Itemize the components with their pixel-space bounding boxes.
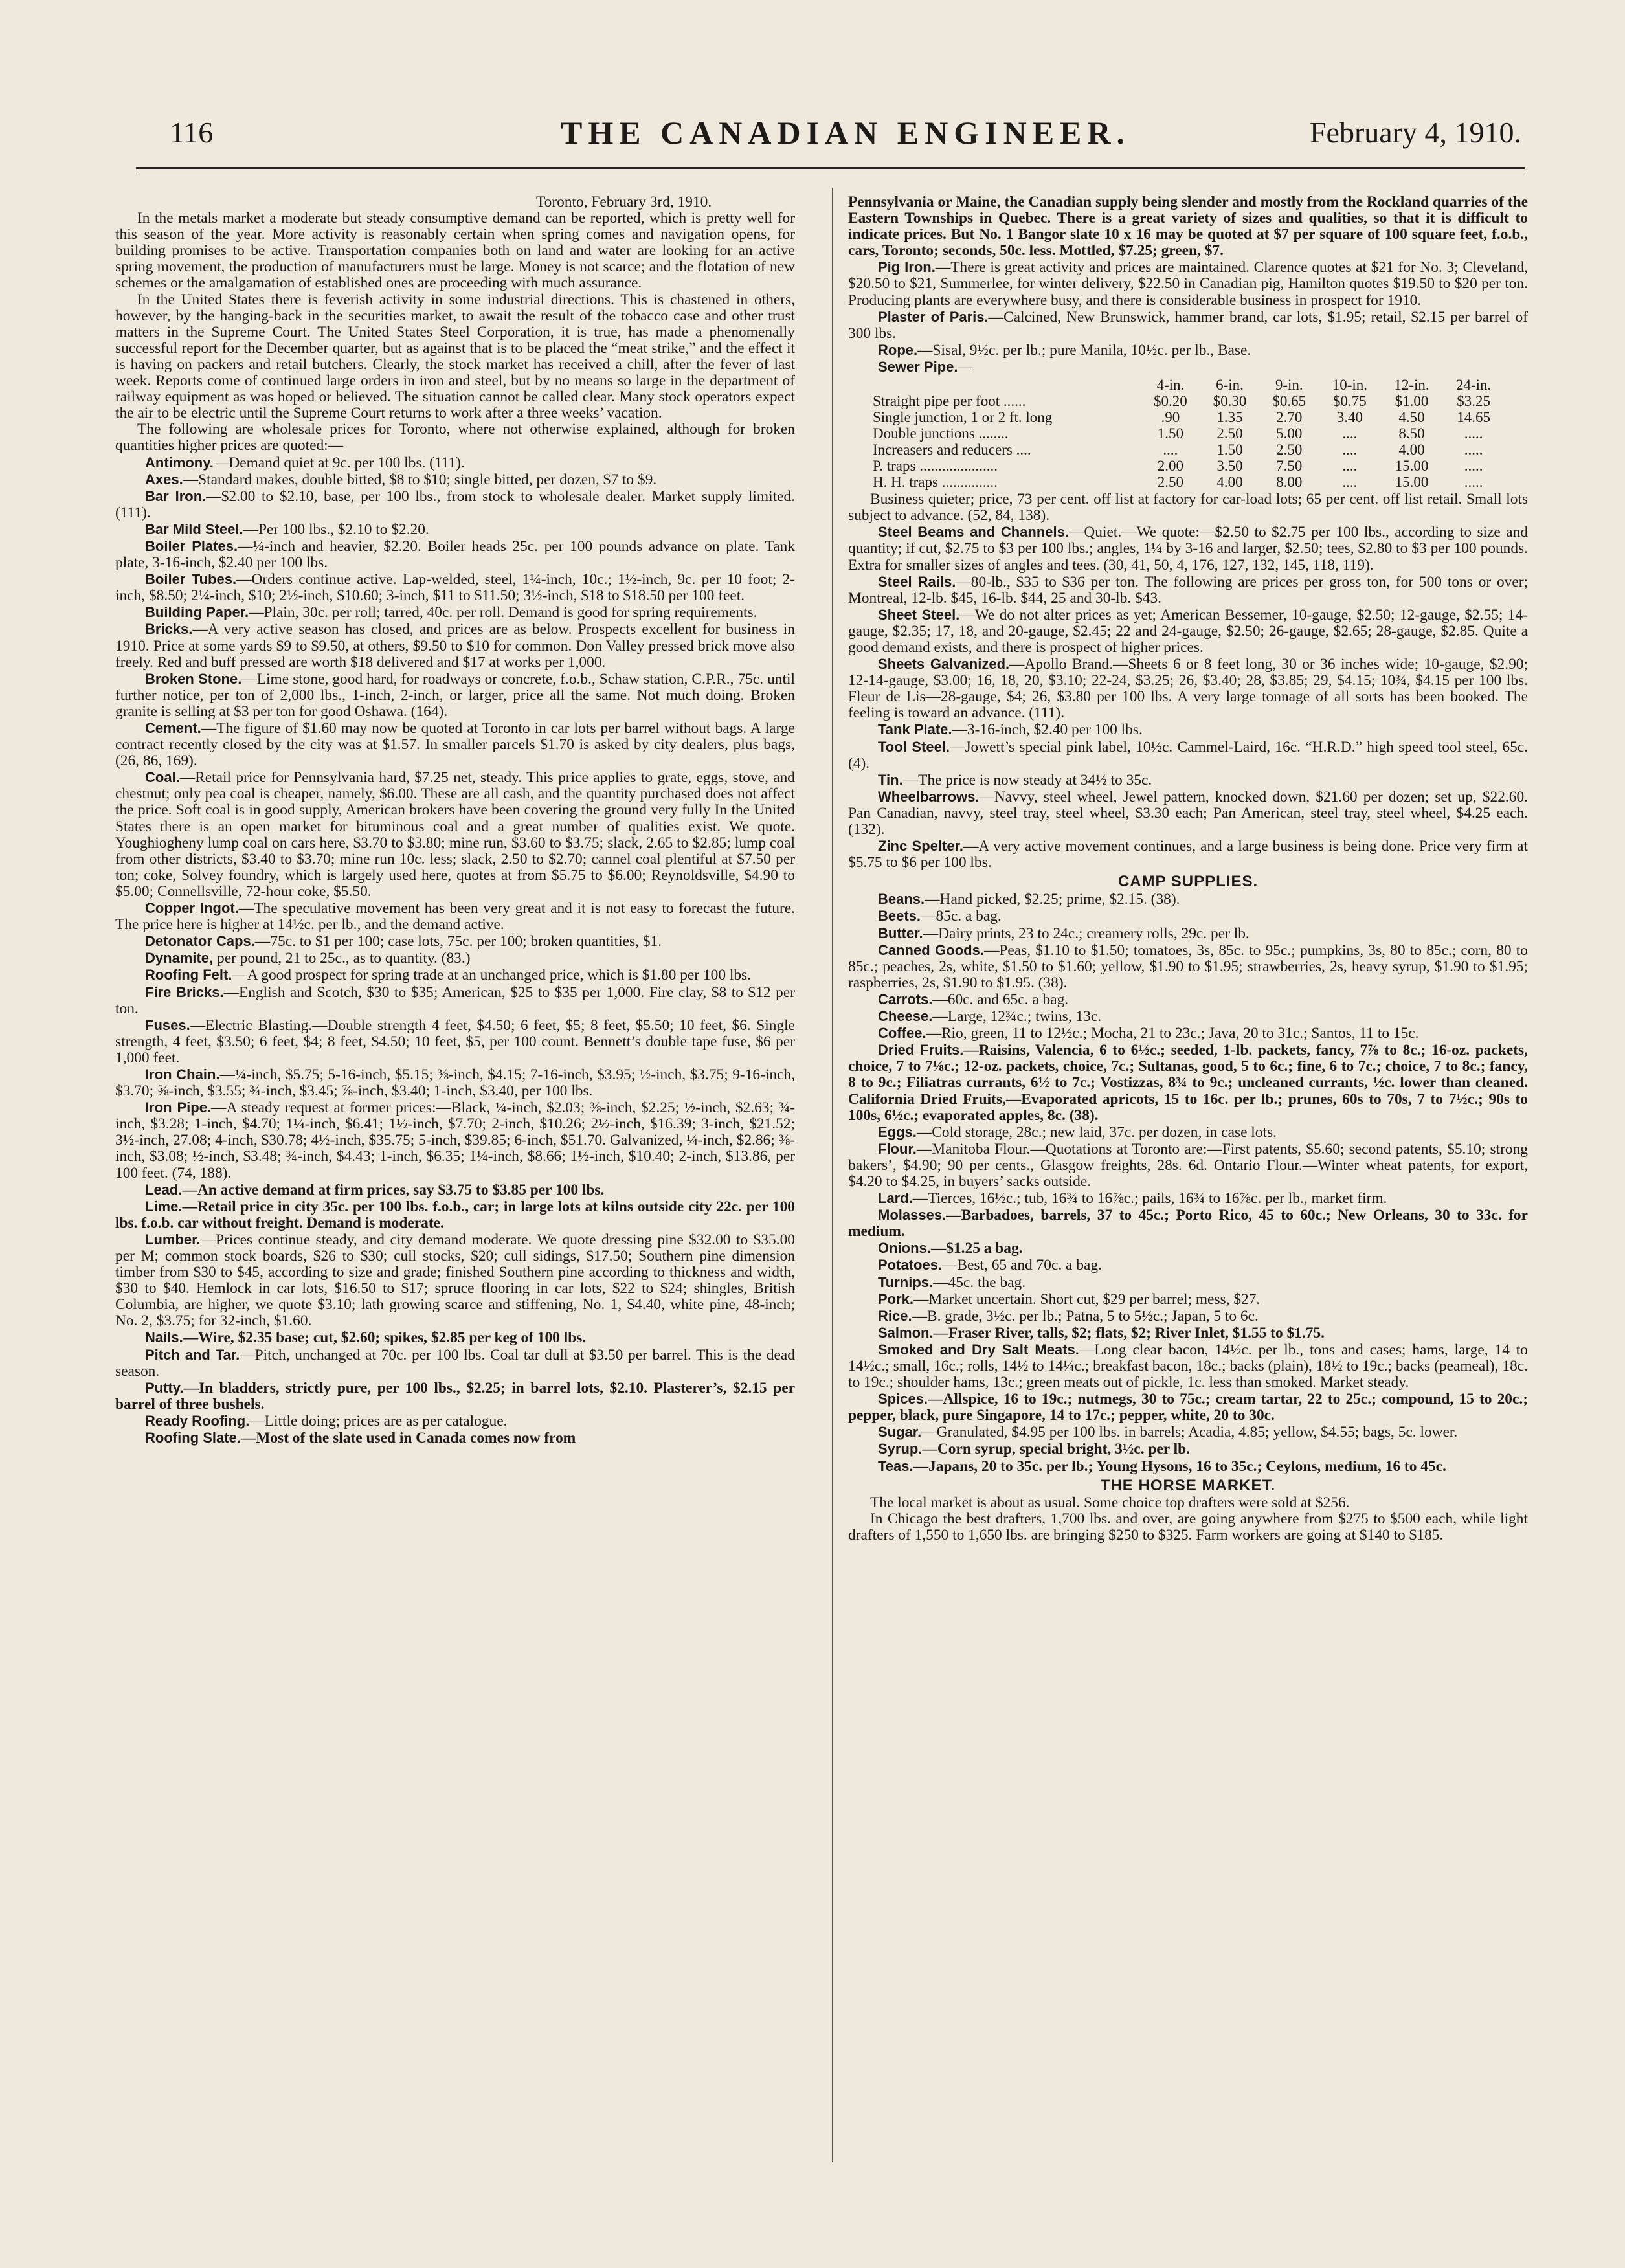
commodity-name: Lime. bbox=[145, 1198, 183, 1215]
price-entry bbox=[115, 1430, 795, 1446]
right-column bbox=[848, 194, 1528, 1544]
commodity-price-text: —3-16-inch, $2.40 per 100 lbs. bbox=[952, 721, 1143, 739]
commodity-price-text: —Cold storage, 28c.; new laid, 37c. per dozen, in case lots. bbox=[916, 1123, 1277, 1141]
commodity-price-text: —Japans, 20 to 35c. per lb.; Young Hysons, 16 to 35c.; Ceylons, medium, 16 to 45c. bbox=[913, 1457, 1446, 1475]
commodity-name: Antimony. bbox=[145, 454, 214, 471]
sewer-row-label: Increasers and reducers .... bbox=[873, 442, 1031, 458]
commodity-price-text: —Demand quiet at 9c. per 100 lbs. (111). bbox=[213, 454, 465, 471]
price-entry bbox=[115, 967, 795, 983]
sewer-price-cell: 4.00 bbox=[1398, 442, 1425, 458]
intro-paragraph: In the metals market a moderate but steady consumptive demand can be reported, which is pretty well for this season of the year. More activity is reasonably certain when spring comes and navigation opens, for building promises to be active. Transportation companies both on land and water are looking for an active spring movement, the production of manufacturers must be large. Money is not scarce; and the flotation of new schemes or the amalgamation of established ones are proceeding with much assurance. bbox=[115, 210, 795, 292]
right-price-list-b bbox=[848, 524, 1528, 871]
commodity-price-text: —Electric Blasting.—Double strength 4 feet, $4.50; 6 feet, $5; 8 feet, $5.50; 10 feet, $6. Single strength, 4 feet, $3.50; 6 feet, $4; 8 feet, $4.50; 10 feet, $5, per 100 count. Bennett’s double tape fuse, $6 per 1,000 feet. bbox=[115, 1016, 795, 1066]
left-price-list bbox=[115, 455, 795, 1447]
commodity-price-text: —Quiet.—We quote:—$2.50 to $2.75 per 100 lbs., according to size and quantity; if cut, $2.75 to $3 per 100 lbs.; angles, 1¼ by 3-16 and larger, $2.50; tees, $2.80 to $3 per 100 pounds. Extra for smaller sizes of angles and tees. (30, 41, 50, 4, 176, 127, 132, 145, 118, 119). bbox=[848, 524, 1528, 574]
commodity-price-text: —Tierces, 16½c.; tub, 16¾ to 16⅞c.; pails, 16¾ to 16⅞c. per lb., market firm. bbox=[912, 1190, 1387, 1207]
page-number: 116 bbox=[170, 116, 214, 149]
commodity-price-text: —A steady request at former prices:—Black, ¼-inch, $2.03; ⅜-inch, $2.25; ½-inch, $2.63; ¾-inch, $3.28; 1-inch, $4.70; 1¼-inch, $6.41; 1½-inch, $7.70; 2-inch, $10.26; 2½-inch, $16.39; 3-inch, $21.52; 3½-inch, 27.08; 4-inch, $30.78; 4½-inch, $35.75; 5-inch, $39.85; 6-inch, $51.70. Galvanized, ¼-inch, $2.86; ⅜-inch, $3.08; ½-inch, $3.48; ¾-inch, $4.43; 1-inch, $6.35; 1¼-inch, $8.66; 1½-inch, $10.40; 2-inch, $13.86, per 100 feet. (74, 188). bbox=[115, 1099, 795, 1182]
commodity-name: Sheets Galvanized. bbox=[878, 656, 1010, 673]
price-entry bbox=[848, 1274, 1528, 1291]
commodity-price-text: —Pitch, unchanged at 70c. per 100 lbs. Coal tar dull at $3.50 per barrel. This is the dead season. bbox=[115, 1346, 796, 1380]
price-entry bbox=[848, 1008, 1528, 1025]
sewer-price-cell: 15.00 bbox=[1395, 474, 1429, 491]
commodity-price-text: —Navvy, steel wheel, Jewel pattern, knocked down, $21.60 per dozen; set up, $22.60. Pan Canadian, navvy, steel tray, steel wheel, $3.30 each; Pan American, steel tray, steel wheel, $4.25 each. (132). bbox=[848, 788, 1528, 838]
commodity-price-text: —The speculative movement has been very great and it is not easy to forecast the future. The price here is higher at 14½c. per lb., and the demand active. bbox=[115, 900, 796, 934]
commodity-name: Turnips. bbox=[878, 1274, 934, 1290]
sewer-row-label: Double junctions ........ bbox=[873, 425, 1009, 442]
commodity-price-text: —Apollo Brand.—Sheets 6 or 8 feet long, 30 or 36 inches wide; 10-gauge, $2.90; 12-14-gauge, $3.00; 16, 18, 20, $3.10; 22-24, $3.25; 26, $3.40; 28, $3.85; 29, $4.15; 10¾, $4.15 per 100 lbs. Fleur de Lis—28-gauge, $4; 26, $3.80 per 100 lbs. A very large tonnage of all sorts has been booked. The feeling is toward an advance. (111). bbox=[848, 656, 1528, 722]
sewer-row-label: H. H. traps ............... bbox=[873, 474, 998, 491]
sewer-price-cell: $0.75 bbox=[1333, 393, 1367, 410]
price-entry bbox=[115, 521, 795, 538]
price-entry bbox=[848, 1424, 1528, 1441]
sewer-column-header: 24-in. bbox=[1456, 377, 1492, 394]
table-row bbox=[870, 409, 1505, 425]
commodity-price-text: —Little doing; prices are as per catalogue. bbox=[249, 1412, 508, 1430]
commodity-price-text: —Sisal, 9½c. per lb.; pure Manila, 10½c. per lb., Base. bbox=[917, 341, 1251, 359]
commodity-price-text: —There is great activity and prices are maintained. Clarence quotes at $21 for No. 3; Cleveland, $20.50 to $21, Summerlee, for winter delivery, $22.50 in Canadian pig, Hamilton quotes $19.50 to $20 per ton. Producing plants are everywhere busy, and there is considerable business in prospect for 1910. bbox=[848, 259, 1529, 309]
dateline: Toronto, February 3rd, 1910. bbox=[536, 194, 712, 210]
commodity-price-text: —We do not alter prices as yet; American Bessemer, 10-gauge, $2.50; 12-gauge, $2.55; 14-gauge, $2.35; 17, 18, and 20-gauge, $2.45; 22 and 24-gauge, $2.50; 26-gauge, $2.65; 28-gauge, $2.85. Quite a good demand exists, and there is prospect of higher prices. bbox=[848, 606, 1528, 656]
price-entry bbox=[115, 1329, 795, 1346]
sewer-price-cell: 2.50 bbox=[1276, 442, 1303, 458]
commodity-name: Roofing Slate. bbox=[145, 1430, 241, 1446]
intro-paragraph: In the United States there is feverish activity in some industrial directions. This is chastened in others, however, by the hanging-back in the securities market, to await the result of the tobacco case and other trust matters in the Supreme Court. The United States Steel Corporation, it is true, has made a phenomenally successful report for the December quarter, but as against that is to be placed the “meat strike,” and the effect it is having on packers and retail butchers. Clearly, the stock market has received a chill, after the fever of last week. Reports come of continued large orders in iron and steel, but by no means so large in the department of railway equipment as was hoped or believed. The situation cannot be called clear. Many stock operators expect the air to be electric until the Supreme Court returns to work after a three weeks’ vacation. bbox=[115, 291, 795, 422]
table-row bbox=[870, 458, 1505, 474]
price-entry bbox=[115, 1017, 795, 1066]
commodity-price-text: —Large, 12¾c.; twins, 13c. bbox=[932, 1008, 1102, 1026]
price-entry bbox=[115, 471, 795, 488]
price-entry bbox=[115, 933, 795, 950]
sewer-column-header: 9-in. bbox=[1275, 377, 1303, 394]
commodity-price-text: —Per 100 lbs., $2.10 to $2.20. bbox=[243, 521, 429, 538]
price-entry bbox=[115, 984, 795, 1017]
header-rule bbox=[136, 167, 1525, 169]
price-entry bbox=[848, 607, 1528, 656]
commodity-name: Tank Plate. bbox=[878, 721, 952, 738]
price-entry bbox=[115, 720, 795, 769]
commodity-name: Lead. bbox=[145, 1181, 183, 1198]
sewer-price-cell: 14.65 bbox=[1457, 409, 1491, 426]
commodity-price-text: —The figure of $1.60 may now be quoted at Toronto in car lots per barrel without bags. A large contract recently closed by the city was at $1.57. In smaller parcels $1.70 is asked by city dealers, plus bags, (26, 86, 169). bbox=[115, 720, 795, 770]
page-header bbox=[170, 109, 1521, 167]
commodity-name: Dynamite, bbox=[145, 950, 214, 967]
issue-date: February 4, 1910. bbox=[1309, 116, 1521, 149]
sewer-price-cell: $0.20 bbox=[1153, 393, 1187, 410]
price-entry bbox=[115, 1182, 795, 1198]
commodity-price-text: —Fraser River, talls, $2; flats, $2; River Inlet, $1.55 to $1.75. bbox=[933, 1324, 1325, 1342]
commodity-price-text: —Plain, 30c. per roll; tarred, 40c. per roll. Demand is good for spring requirements. bbox=[249, 604, 757, 622]
commodity-price-text: —Orders continue active. Lap-welded, steel, 1¼-inch, 10c.; 1½-inch, 9c. per 10 foot; 2-inch, $8.50; 2¼-inch, $10; 2½-inch, $10.60; 3-inch, $11 to $11.50; 3½-inch, $18 to $18.50 per 100 feet. bbox=[115, 571, 795, 605]
commodity-price-text: —Corn syrup, special bright, 3½c. per lb. bbox=[922, 1441, 1190, 1458]
sewer-price-cell: .... bbox=[1342, 474, 1358, 491]
price-entry bbox=[848, 721, 1528, 738]
price-entry bbox=[848, 259, 1528, 308]
table-row bbox=[870, 474, 1505, 490]
commodity-name: Syrup. bbox=[878, 1441, 923, 1457]
commodity-name: Salmon. bbox=[878, 1324, 934, 1341]
commodity-price-text: —Dairy prints, 23 to 24c.; creamery rolls, 29c. per lb. bbox=[923, 925, 1250, 942]
sewer-price-cell: 2.70 bbox=[1276, 409, 1303, 426]
commodity-name: Steel Rails. bbox=[878, 573, 956, 590]
commodity-name: Rope. bbox=[878, 341, 918, 358]
price-entry bbox=[115, 621, 795, 670]
sewer-row-label: Straight pipe per foot ...... bbox=[873, 393, 1026, 410]
sewer-price-cell: ..... bbox=[1464, 458, 1483, 475]
price-entry bbox=[848, 656, 1528, 721]
price-entry bbox=[848, 309, 1528, 342]
sewer-price-cell: 4.50 bbox=[1398, 409, 1425, 426]
commodity-name: Beets. bbox=[878, 908, 921, 925]
price-entry bbox=[115, 1198, 795, 1231]
price-entry bbox=[848, 1257, 1528, 1274]
commodity-price-text: —Best, 65 and 70c. a bag. bbox=[942, 1257, 1102, 1274]
commodity-price-text: —Raisins, Valencia, 6 to 6½c.; seeded, 1-lb. packets, fancy, 7⅞ to 8c.; 16-oz. packets, choice, 7 to 7⅛c.; 12-oz. packets, choice, 7c.; Sultanas, good, 5 to 6c.; fine, 6 to 7c.; choice, 7 to 8c.; fancy, 8 to 9c.; Filiatras currants, 6½ to 7c.; Vostizzas, 8¾ to 9c.; uncleaned currants, ½c. lower than cleaned. California Dried Fruits,—Evaporated apricots, 15 to 16c. per lb.; prunes, 60s to 70s, 7 to 7½c.; 90s to 100s, 6½c.; evaporated apples, 8c. (38). bbox=[848, 1042, 1528, 1124]
sewer-price-cell: .... bbox=[1342, 425, 1358, 442]
commodity-name: Pitch and Tar. bbox=[145, 1346, 240, 1363]
sewer-price-cell: 2.50 bbox=[1216, 425, 1243, 442]
commodity-name: Nails. bbox=[145, 1329, 183, 1346]
commodity-price-text: —English and Scotch, $30 to $35; American, $25 to $35 per 1,000. Fire clay, $8 to $12 per ton. bbox=[115, 983, 796, 1017]
commodity-name: Lumber. bbox=[145, 1231, 201, 1248]
price-entry bbox=[848, 1141, 1528, 1190]
commodity-price-text: —$1.25 a bag. bbox=[930, 1240, 1023, 1257]
sewer-price-cell: .... bbox=[1342, 442, 1358, 458]
sewer-price-cell: 1.50 bbox=[1216, 442, 1243, 458]
commodity-price-text: —Standard makes, double bitted, $8 to $10; single bitted, per dozen, $7 to $9. bbox=[183, 471, 657, 488]
sewer-price-cell: ..... bbox=[1464, 474, 1483, 491]
commodity-name: Sugar. bbox=[878, 1424, 922, 1441]
intro-paragraph: The following are wholesale prices for Toronto, where not otherwise explained, although for broken quantities higher prices are quoted:— bbox=[115, 421, 795, 455]
sewer-price-cell: 2.50 bbox=[1157, 474, 1183, 491]
commodity-name: Butter. bbox=[878, 925, 923, 941]
price-entry bbox=[848, 1325, 1528, 1342]
commodity-price-text: —A good prospect for spring trade at an unchanged price, which is $1.80 per 100 lbs. bbox=[232, 967, 752, 984]
price-entry bbox=[115, 671, 795, 720]
commodity-name: Iron Chain. bbox=[145, 1066, 220, 1083]
commodity-price-text: —Allspice, 16 to 19c.; nutmegs, 30 to 75c.; cream tartar, 22 to 25c.; compound, 15 to 20c.; pepper, black, pure Singapore, 14 to 17c.; pepper, white, 20 to 30c. bbox=[848, 1391, 1528, 1424]
sewer-price-cell: 4.00 bbox=[1216, 474, 1243, 491]
commodity-name: Eggs. bbox=[878, 1123, 917, 1140]
commodity-name: Cement. bbox=[145, 720, 201, 736]
sewer-price-cell: 1.35 bbox=[1216, 409, 1243, 426]
sewer-price-cell: 3.40 bbox=[1336, 409, 1363, 426]
commodity-price-text: —Wire, $2.35 base; cut, $2.60; spikes, $2.85 per keg of 100 lbs. bbox=[183, 1329, 587, 1347]
horse-market-heading: THE HORSE MARKET. bbox=[1100, 1476, 1276, 1494]
horse-paragraph: The local market is about as usual. Some choice top drafters were sold at $256. bbox=[870, 1494, 1350, 1511]
price-entry bbox=[115, 1066, 795, 1099]
sewer-price-cell: $0.65 bbox=[1272, 393, 1306, 410]
price-entry bbox=[115, 488, 795, 521]
sewer-price-cell: ..... bbox=[1464, 442, 1483, 458]
commodity-name: Bricks. bbox=[145, 621, 193, 638]
table-row bbox=[870, 442, 1505, 458]
price-entry bbox=[115, 455, 795, 471]
commodity-name: Potatoes. bbox=[878, 1257, 943, 1274]
price-entry bbox=[848, 574, 1528, 607]
commodity-name: Rice. bbox=[878, 1307, 912, 1324]
commodity-name: Molasses. bbox=[878, 1207, 947, 1224]
price-entry bbox=[848, 838, 1528, 871]
sewer-note: Business quieter; price, 73 per cent. off list at factory for car-load lots; 65 per cent. off list retail. Small lots subject to advance. (52, 84, 138). bbox=[848, 491, 1528, 524]
commodity-price-text: —An active demand at firm prices, say $3.75 to $3.85 per 100 lbs. bbox=[182, 1181, 605, 1198]
price-entry bbox=[115, 900, 795, 933]
commodity-price-text: —Retail price in city 35c. per 100 lbs. f.o.b., car; in large lots at kilns outside city 22c. per 100 lbs. f.o.b. car without freight. Demand is moderate. bbox=[115, 1198, 795, 1231]
sewer-price-cell: .90 bbox=[1161, 409, 1180, 426]
price-entry bbox=[848, 1207, 1528, 1240]
sewer-column-header: 10-in. bbox=[1332, 377, 1368, 394]
commodity-name: Pork. bbox=[878, 1290, 914, 1307]
commodity-name: Cheese. bbox=[878, 1008, 933, 1025]
commodity-name: Iron Pipe. bbox=[145, 1099, 212, 1116]
commodity-name: Canned Goods. bbox=[878, 941, 984, 958]
commodity-price-text: —Market uncertain. Short cut, $29 per barrel; mess, $27. bbox=[913, 1290, 1261, 1308]
sewer-column-header: 6-in. bbox=[1216, 377, 1244, 394]
camp-supplies-list bbox=[848, 891, 1528, 1474]
sewer-price-cell: 3.50 bbox=[1216, 458, 1243, 475]
commodity-name: Fire Bricks. bbox=[145, 983, 224, 1000]
commodity-name: Beans. bbox=[878, 891, 925, 908]
sewer-price-cell: 2.00 bbox=[1157, 458, 1183, 475]
column-divider bbox=[832, 188, 833, 2162]
sewer-price-cell: 5.00 bbox=[1276, 425, 1303, 442]
commodity-name: Boiler Tubes. bbox=[145, 571, 237, 588]
price-entry bbox=[848, 991, 1528, 1008]
price-entry bbox=[115, 1231, 795, 1330]
commodity-price-text: —A very active season has closed, and prices are as below. Prospects excellent for business in 1910. Price at some yards $9 to $9.50, at others, $9.50 to $10 for common. Don Valley pressed brick move also freely. Red and buff pressed are worth $18 delivered and $17 at works per 1,000. bbox=[115, 621, 795, 671]
price-entry bbox=[848, 1042, 1528, 1123]
commodity-name: Building Paper. bbox=[145, 604, 249, 621]
commodity-price-text: —$2.00 to $2.10, base, per 100 lbs., from stock to wholesale dealer. Market supply limited. (111). bbox=[115, 488, 796, 521]
sewer-table-header bbox=[870, 377, 1505, 393]
commodity-name: Ready Roofing. bbox=[145, 1412, 250, 1429]
price-entry bbox=[115, 769, 795, 900]
commodity-name: Steel Beams and Channels. bbox=[878, 524, 1069, 541]
journal-title: THE CANADIAN ENGINEER. bbox=[560, 115, 1131, 151]
commodity-name: Tin. bbox=[878, 771, 903, 788]
commodity-price-text: —80-lb., $35 to $36 per ton. The following are prices per gross ton, for 500 tons or over; Montreal, 12-lb. $45, 16-lb. $44, 25 and 30-lb. $43. bbox=[848, 573, 1529, 607]
sewer-row-label: Single junction, 1 or 2 ft. long bbox=[873, 409, 1053, 426]
sewer-price-cell: 8.00 bbox=[1276, 474, 1303, 491]
price-entry bbox=[115, 1413, 795, 1430]
price-entry bbox=[848, 1342, 1528, 1391]
commodity-name: Boiler Plates. bbox=[145, 537, 238, 554]
price-entry bbox=[848, 1124, 1528, 1141]
price-entry bbox=[848, 342, 1528, 359]
table-row bbox=[870, 425, 1505, 442]
commodity-name: Smoked and Dry Salt Meats. bbox=[878, 1341, 1079, 1358]
price-entry bbox=[115, 571, 795, 604]
commodity-price-text: —B. grade, 3½c. per lb.; Patna, 5 to 5½c.; Japan, 5 to 6c. bbox=[912, 1307, 1259, 1325]
commodity-price-text: —In bladders, strictly pure, per 100 lbs., $2.25; in barrel lots, $2.10. Plasterer’s, $2.15 per barrel of three bushels. bbox=[115, 1379, 795, 1413]
left-column bbox=[115, 194, 795, 1446]
commodity-price-text: —¼-inch and heavier, $2.20. Boiler heads 25c. per 100 pounds advance on plate. Tank plate, 3-16-inch, $2.40 per 100 lbs. bbox=[115, 537, 796, 572]
sewer-price-cell: $1.00 bbox=[1395, 393, 1429, 410]
sewer-price-cell: .... bbox=[1342, 458, 1358, 475]
price-entry bbox=[115, 1099, 795, 1181]
sewer-price-cell: 15.00 bbox=[1395, 458, 1429, 475]
commodity-price-text: —Retail price for Pennsylvania hard, $7.25 net, steady. This price applies to grate, eggs, stove, and chestnut; only pea coal is cheaper, namely, $6.00. These are all cash, and the quantity purchased does not affect the price. Soft coal is in good supply, American brokers have been covering the ground very fully In the United States there is an open market for bituminous coal and a great number of qualities exist. We quote. Youghiogheny lump coal on cars here, $3.70 to $3.80; mine run, $3.60 to $3.75; slack, 2.65 to $2.85; lump coal from other districts, $3.40 to $3.70; mine run 10c. less; slack, 2.50 to $2.70; cannel coal plentiful at $7.50 per ton; coke, Solvey foundry, which is largely used here, quotes at from $5.75 to $6.00; Reynoldsville, $4.90 to $5.00; Connellsville, 72-hour coke, $5.50. bbox=[115, 769, 795, 900]
price-entry bbox=[848, 1441, 1528, 1457]
commodity-name: Dried Fruits. bbox=[878, 1042, 964, 1059]
camp-supplies-heading: CAMP SUPPLIES. bbox=[1117, 873, 1259, 891]
sewer-price-cell: 8.50 bbox=[1398, 425, 1425, 442]
price-entry bbox=[115, 538, 795, 571]
price-entry bbox=[848, 1190, 1528, 1207]
commodity-name: Broken Stone. bbox=[145, 670, 242, 687]
commodity-name: Plaster of Paris. bbox=[878, 308, 989, 325]
price-entry bbox=[848, 942, 1528, 991]
sewer-price-cell: $0.30 bbox=[1213, 393, 1247, 410]
commodity-price-text: —Peas, $1.10 to $1.50; tomatoes, 3s, 85c. to 95c.; pumpkins, 3s, 80 to 85c.; corn, 80 to 85c.; peaches, 2s, white, $1.50 to $1.60; yellow, $1.90 to $1.95; strawberries, 2s, heavy syrup, $1.90 to $1.95; raspberries, 2s, $1.90 to $1.95. (38). bbox=[848, 941, 1529, 991]
commodity-price-text: —Jowett’s special pink label, 10½c. Cammel-Laird, 16c. “H.R.D.” high speed tool steel, 65c. (4). bbox=[848, 738, 1528, 772]
sewer-price-cell: 1.50 bbox=[1157, 425, 1183, 442]
commodity-price-text: —Long clear bacon, 14½c. per lb., tons and cases; hams, large, 14 to 14½c.; small, 16c.; rolls, 14½ to 14¼c.; breakfast bacon, 18c.; backs (plain), 18½ to 19c.; backs (peameal), 18c. to 19c.; shoulder hams, 13c.; green meats out of pickle, 1c. less than smoked. Market steady. bbox=[848, 1341, 1528, 1391]
commodity-price-text: —Barbadoes, barrels, 37 to 45c.; Porto Rico, 45 to 60c.; New Orleans, 30 to 33c. for medium. bbox=[848, 1207, 1528, 1241]
slate-continuation: Pennsylvania or Maine, the Canadian supply being slender and mostly from the Rockland quarries of the Eastern Townships in Quebec. There is a great variety of sizes and qualities, so that it is difficult to indicate prices. But No. 1 Bangor slate 10 x 16 may be quoted at $7 per square of 100 square feet, f.o.b., cars, Toronto; seconds, 50c. less. Mottled, $7.25; green, $7. bbox=[848, 194, 1528, 260]
commodity-name: Sheet Steel. bbox=[878, 606, 960, 623]
commodity-name: Zinc Spelter. bbox=[878, 838, 964, 855]
price-entry bbox=[848, 789, 1528, 838]
commodity-name: Copper Ingot. bbox=[145, 900, 239, 917]
commodity-name: Bar Mild Steel. bbox=[145, 521, 243, 537]
price-entry bbox=[848, 1240, 1528, 1257]
commodity-name: Coffee. bbox=[878, 1025, 926, 1042]
horse-paragraph: In Chicago the best drafters, 1,700 lbs. and over, are going anywhere from $275 to $500 each, while light drafters of 1,550 to 1,650 lbs. are bringing $250 to $325. Farm workers are going at $140 to $185. bbox=[848, 1510, 1528, 1544]
commodity-name: Tool Steel. bbox=[878, 738, 950, 755]
commodity-price-text: —Hand picked, $2.25; prime, $2.15. (38). bbox=[925, 891, 1180, 908]
commodity-name: Spices. bbox=[878, 1391, 928, 1408]
price-entry bbox=[848, 908, 1528, 925]
price-entry bbox=[848, 891, 1528, 908]
commodity-price-text: —Lime stone, good hard, for roadways or concrete, f.o.b., Schaw station, C.P.R., 75c. until further notice, per ton of 2,000 lbs., 1-inch, 2-inch, or larger, price all the same. Not much doing. Broken granite is selling at $3 per ton for good Oshawa. (164). bbox=[115, 670, 796, 720]
sewer-column-header: 12-in. bbox=[1394, 377, 1429, 394]
price-entry bbox=[848, 739, 1528, 772]
commodity-price-text: —A very active movement continues, and a large business is being done. Price very firm at $5.75 to $6 per 100 lbs. bbox=[848, 838, 1529, 871]
table-row bbox=[870, 393, 1505, 409]
commodity-price-text: —75c. to $1 per 100; case lots, 75c. per 100; broken quantities, $1. bbox=[254, 933, 662, 950]
price-entry bbox=[848, 925, 1528, 942]
commodity-name: Lard. bbox=[878, 1190, 913, 1207]
right-price-list-a bbox=[848, 259, 1528, 376]
price-entry bbox=[115, 1347, 795, 1380]
commodity-price-text: —Most of the slate used in Canada comes now from bbox=[240, 1430, 576, 1447]
price-entry bbox=[115, 1380, 795, 1413]
commodity-price-text: —Manitoba Flour.—Quotations at Toronto are:—First patents, $5.60; second patents, $5.10; strong bakers’, $4.90; 90 per cents., Glasgow freights, 28s. 6d. Ontario Flour.—Winter wheat patents, for export, $4.20 to $4.25, in buyers’ sacks outside. bbox=[848, 1140, 1528, 1190]
commodity-price-text: —60c. and 65c. a bag. bbox=[932, 991, 1069, 1008]
price-entry bbox=[848, 1391, 1528, 1424]
commodity-price-text: —Calcined, New Brunswick, hammer brand, car lots, $1.95; retail, $2.15 per barrel of 300 lbs. bbox=[848, 308, 1528, 342]
commodity-price-text: per pound, 21 to 25c., as to quantity. (83.) bbox=[213, 950, 471, 967]
commodity-name: Wheelbarrows. bbox=[878, 788, 980, 805]
sewer-price-cell: $3.25 bbox=[1457, 393, 1491, 410]
commodity-price-text: —85c. a bag. bbox=[921, 908, 1002, 925]
commodity-name: Teas. bbox=[878, 1457, 913, 1474]
price-entry bbox=[848, 359, 1528, 376]
commodity-name: Putty. bbox=[145, 1379, 184, 1396]
commodity-price-text: —Granulated, $4.95 per 100 lbs. in barrels; Acadia, 4.85; yellow, $4.55; bags, 5c. lower. bbox=[921, 1424, 1458, 1441]
price-entry bbox=[848, 1458, 1528, 1475]
price-entry bbox=[848, 1291, 1528, 1308]
commodity-price-text: — bbox=[958, 358, 973, 376]
commodity-name: Sewer Pipe. bbox=[878, 358, 958, 375]
commodity-name: Fuses. bbox=[145, 1016, 190, 1033]
commodity-price-text: —¼-inch, $5.75; 5-16-inch, $5.15; ⅜-inch, $4.15; 7-16-inch, $3.95; ½-inch, $3.75; 9-16-inch, $3.70; ⅝-inch, $3.55; ¾-inch, $3.45; ⅞-inch, $3.40; 1-inch, $3.40, per 100 lbs. bbox=[115, 1066, 795, 1100]
sewer-price-cell: .... bbox=[1163, 442, 1178, 458]
sewer-price-cell: 7.50 bbox=[1276, 458, 1303, 475]
price-entry bbox=[848, 524, 1528, 573]
commodity-name: Bar Iron. bbox=[145, 488, 207, 504]
commodity-name: Pig Iron. bbox=[878, 259, 936, 276]
commodity-name: Onions. bbox=[878, 1240, 931, 1257]
commodity-price-text: —Rio, green, 11 to 12½c.; Mocha, 21 to 23c.; Java, 20 to 31c.; Santos, 11 to 15c. bbox=[926, 1025, 1419, 1042]
price-entry bbox=[115, 604, 795, 621]
sewer-price-cell: ..... bbox=[1464, 425, 1483, 442]
price-entry bbox=[848, 1025, 1528, 1042]
sewer-row-label: P. traps ..................... bbox=[873, 458, 998, 475]
commodity-name: Axes. bbox=[145, 471, 183, 488]
commodity-price-text: —The price is now steady at 34½ to 35c. bbox=[902, 771, 1152, 789]
commodity-name: Flour. bbox=[878, 1140, 917, 1157]
sewer-column-header: 4-in. bbox=[1156, 377, 1185, 394]
sewer-pipe-table bbox=[870, 377, 1505, 490]
price-entry bbox=[848, 772, 1528, 789]
commodity-price-text: —Prices continue steady, and city demand moderate. We quote dressing pine $32.00 to $35.00 per M; common stock boards, $26 to $30; cull stocks, $20; cull sidings, $17.50; Southern pine dimension timber from $30 to $45, according to size and grade; finished Southern pine according to thickness and width, $30 to $40. Hemlock in car lots, $16.50 to $17; spruce flooring in car lots, $22 to $24; shingles, British Columbia, are higher, we quote $3.10; lath growing scarce and stiffening, No. 1, $4.40, white pine, 48-inch; No. 2, $3.75; for 32-inch, $1.60. bbox=[115, 1231, 795, 1330]
commodity-name: Coal. bbox=[145, 769, 180, 786]
commodity-name: Roofing Felt. bbox=[145, 967, 232, 983]
commodity-price-text: —45c. the bag. bbox=[933, 1274, 1026, 1291]
commodity-name: Carrots. bbox=[878, 991, 933, 1007]
commodity-name: Detonator Caps. bbox=[145, 933, 255, 950]
price-entry bbox=[848, 1308, 1528, 1325]
price-entry bbox=[115, 950, 795, 967]
